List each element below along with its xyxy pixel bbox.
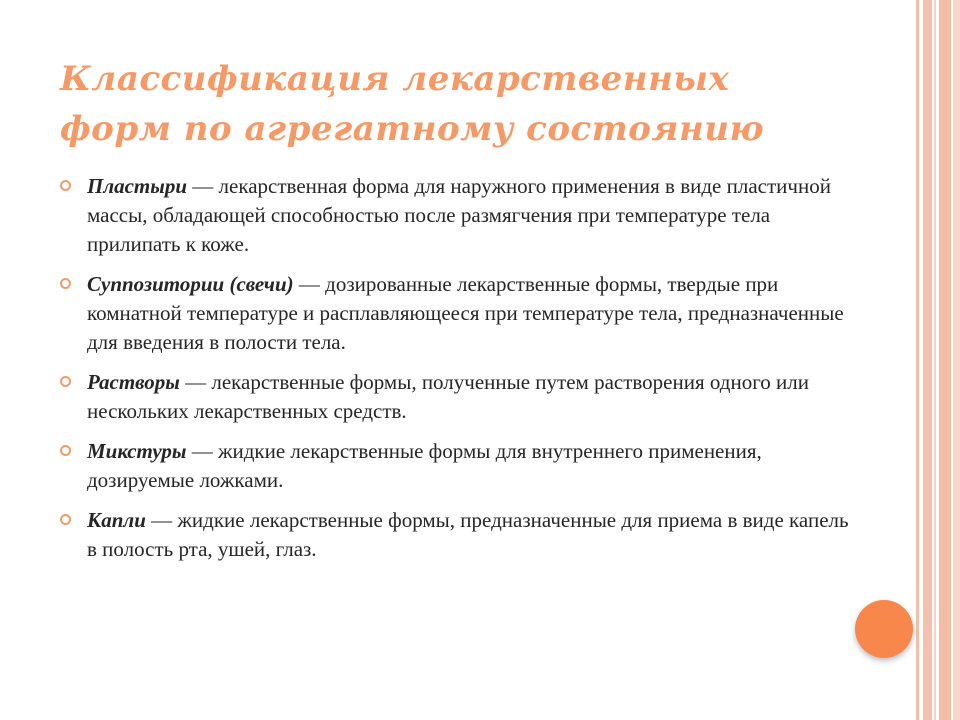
stripe <box>916 0 919 720</box>
decorative-circle <box>855 600 913 658</box>
circle-bullet-icon <box>60 514 71 525</box>
decorative-stripes <box>912 0 960 720</box>
stripe <box>934 0 936 720</box>
stripe <box>953 0 960 720</box>
item-text: — жидкие лекарственные формы, предназначенные для приема в виде капель в полость рта, ушей, глаз. <box>87 508 849 561</box>
item-text: — жидкие лекарственные формы для внутреннего применения, дозируемые ложками. <box>87 439 762 492</box>
item-term: Капли <box>87 508 146 532</box>
item-text: — лекарственные формы, полученные путем растворения одного или нескольких лекарственных средств. <box>87 370 809 423</box>
list-item-mixtures <box>60 437 850 495</box>
list-item-plasters <box>60 172 850 259</box>
item-term: Микстуры <box>87 439 187 463</box>
circle-bullet-icon <box>60 445 71 456</box>
item-term: Растворы <box>87 370 180 394</box>
item-text: — лекарственная форма для наружного применения в виде пластичной массы, обладающей способностью после размягчения при температуре тела прилипать к коже. <box>87 174 831 256</box>
circle-bullet-icon <box>60 180 71 191</box>
item-term: Суппозитории (свечи) <box>87 272 294 296</box>
stripe <box>923 0 932 720</box>
stripe <box>939 0 951 720</box>
item-text: — дозированные лекарственные формы, твердые при комнатной температуре и расплавляющееся при температуре тела, предназначенные для введения в полости тела. <box>87 272 844 354</box>
slide-title: Классификация лекарственных форм по агрегатному состоянию <box>60 59 765 149</box>
list-item-drops <box>60 506 850 564</box>
circle-bullet-icon <box>60 278 71 289</box>
bullet-list <box>60 172 850 575</box>
circle-bullet-icon <box>60 376 71 387</box>
item-term: Пластыри <box>87 174 188 198</box>
list-item-suppositories <box>60 270 850 357</box>
list-item-solutions <box>60 368 850 426</box>
